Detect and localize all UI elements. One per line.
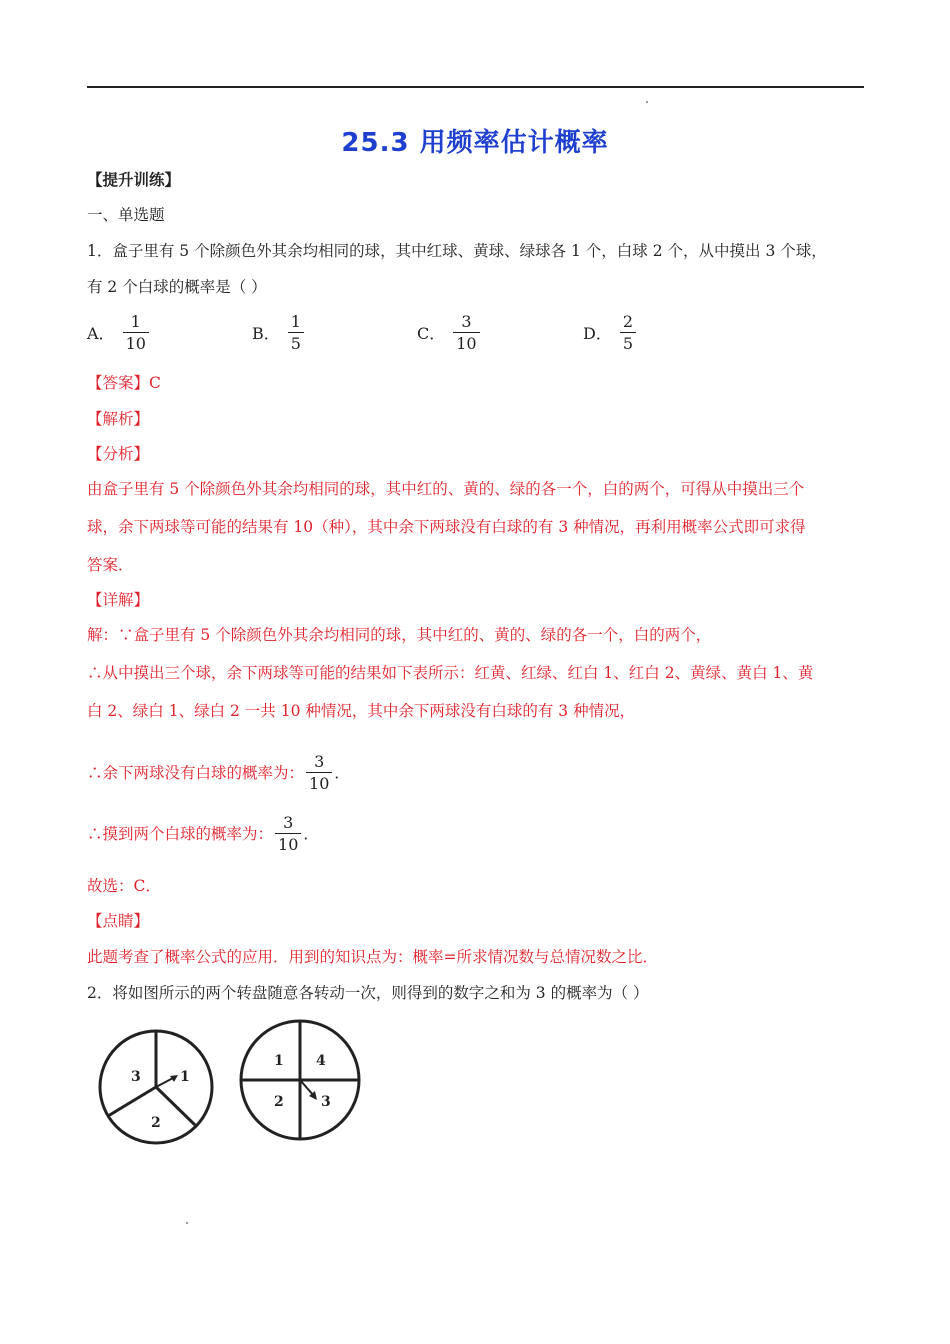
q1-dianjing-text: 此题考查了概率公式的应用．用到的知识点为：概率=所求情况数与总情况数之比． bbox=[87, 948, 658, 966]
prob1-end: ． bbox=[334, 763, 350, 782]
prob1-fraction bbox=[306, 752, 332, 793]
option-label: D． bbox=[583, 324, 612, 343]
spinner-2-label: 3 bbox=[321, 1094, 331, 1110]
fraction-numerator: 2 bbox=[622, 312, 634, 331]
q1-option-a bbox=[87, 312, 151, 353]
fraction-denominator: 10 bbox=[456, 334, 477, 353]
fraction-denominator: 10 bbox=[309, 774, 330, 793]
fraction-numerator: 3 bbox=[314, 752, 325, 771]
spinner-1-label: 3 bbox=[131, 1069, 141, 1085]
prob1-text: ∴余下两球没有白球的概率为： bbox=[87, 763, 305, 782]
q1-xiangjie-label: 【详解】 bbox=[87, 591, 150, 609]
spinner-1 bbox=[100, 1031, 212, 1143]
q1-prob2 bbox=[87, 813, 319, 854]
fraction-denominator: 10 bbox=[278, 835, 299, 854]
scan-dot bbox=[186, 1222, 188, 1224]
fraction-numerator: 3 bbox=[283, 813, 294, 832]
option-fraction bbox=[620, 312, 636, 353]
spinners-figure bbox=[90, 1012, 380, 1152]
prob2-text: ∴摸到两个白球的概率为： bbox=[87, 824, 274, 843]
q1-stem-line2: 有 2 个白球的概率是（ ） bbox=[87, 278, 267, 296]
q1-option-b bbox=[252, 312, 306, 353]
q1-prob1 bbox=[87, 752, 350, 793]
option-label: C． bbox=[417, 324, 446, 343]
header-rule bbox=[87, 86, 864, 88]
fraction-numerator: 3 bbox=[461, 312, 472, 331]
fraction-numerator: 1 bbox=[130, 312, 141, 331]
spinner-2-label: 1 bbox=[274, 1053, 284, 1069]
section-label: 【提升训练】 bbox=[87, 170, 181, 189]
option-label: A． bbox=[87, 324, 115, 343]
spinner-1-label: 1 bbox=[180, 1069, 190, 1085]
fraction-numerator: 1 bbox=[290, 312, 301, 331]
scan-dot bbox=[646, 101, 648, 103]
q1-fenxi-line1: 由盒子里有 5 个除颜色外其余均相同的球，其中红的、黄的、绿的各一个，白的两个，可得从中摸出三个 bbox=[87, 480, 805, 498]
spinner-2-label: 2 bbox=[274, 1094, 284, 1110]
spinner-2 bbox=[241, 1021, 359, 1139]
q2-stem: 2．将如图所示的两个转盘随意各转动一次，则得到的数字之和为 3 的概率为（ ） bbox=[87, 984, 649, 1002]
option-label: B． bbox=[252, 324, 280, 343]
q1-analysis-label: 【解析】 bbox=[87, 410, 150, 428]
prob2-fraction bbox=[275, 813, 301, 854]
fraction-denominator: 5 bbox=[290, 334, 301, 353]
option-fraction bbox=[123, 312, 149, 353]
spinner-2-label: 4 bbox=[316, 1053, 326, 1069]
q1-stem-line1: 1．盒子里有 5 个除颜色外其余均相同的球，其中红球、黄球、绿球各 1 个，白球 2 个，从中摸出 3 个球， bbox=[87, 242, 827, 260]
q1-xiangjie-line1: 解：∵盒子里有 5 个除颜色外其余均相同的球，其中红的、黄的、绿的各一个，白的两个， bbox=[87, 626, 712, 644]
q1-answer: 【答案】C bbox=[87, 374, 161, 392]
option-fraction bbox=[288, 312, 304, 353]
q1-fenxi-line2: 球，余下两球等可能的结果有 10（种），其中余下两球没有白球的有 3 种情况，再利用概率公式即可求得 bbox=[87, 518, 806, 536]
q1-xiangjie-line2: ∴从中摸出三个球，余下两球等可能的结果如下表所示：红黄、红绿、红白 1、红白 2、黄绿、黄白 1、黄 bbox=[87, 664, 814, 682]
q1-fenxi-label: 【分析】 bbox=[87, 445, 150, 463]
q1-xiangjie-line3: 白 2、绿白 1、绿白 2 一共 10 种情况，其中余下两球没有白球的有 3 种情况， bbox=[87, 702, 636, 720]
spinner-1-label: 2 bbox=[151, 1115, 161, 1131]
spinner-1-divider bbox=[156, 1087, 195, 1125]
fraction-denominator: 5 bbox=[622, 334, 634, 353]
q1-dianjing-label: 【点睛】 bbox=[87, 912, 150, 930]
option-fraction bbox=[453, 312, 479, 353]
page-title: 25.3 用频率估计概率 bbox=[341, 128, 609, 158]
q1-option-d bbox=[583, 312, 638, 353]
prob2-end: ． bbox=[303, 824, 319, 843]
q1-choice: 故选：C． bbox=[87, 877, 161, 895]
fraction-denominator: 10 bbox=[125, 334, 146, 353]
q1-fenxi-line3: 答案． bbox=[87, 556, 134, 574]
spinner-1-divider bbox=[108, 1087, 156, 1116]
group-heading: 一、单选题 bbox=[87, 206, 165, 224]
q1-option-c bbox=[417, 312, 482, 353]
